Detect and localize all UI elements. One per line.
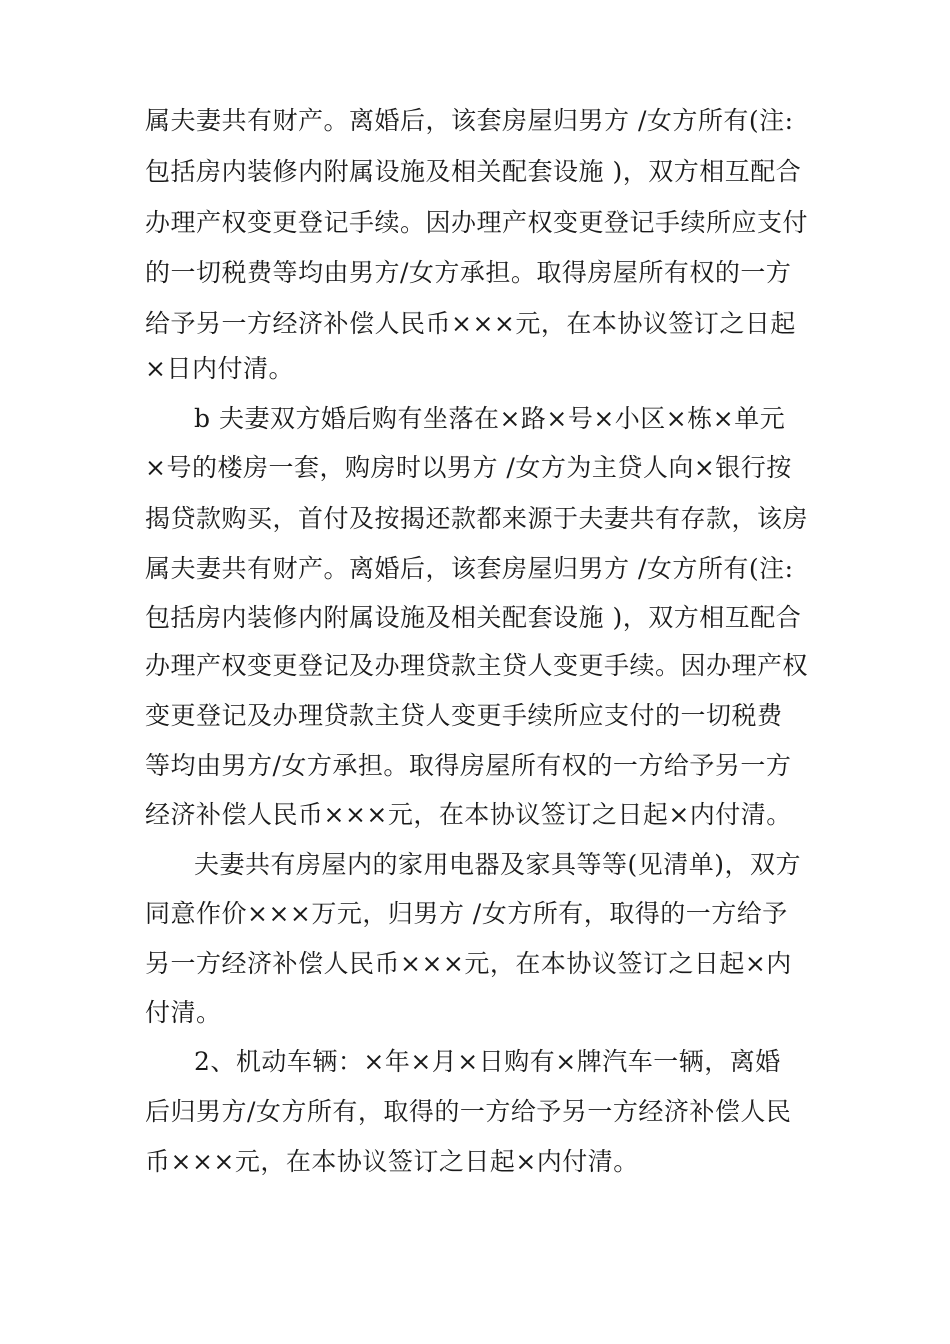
text-line: 付清。 bbox=[145, 998, 222, 1027]
text-line: 另一方经济补偿人民币×××元，在本协议签订之日起×内 bbox=[145, 949, 792, 978]
text-line: ×号的楼房一套，购房时以男方 /女方为主贷人向×银行按 bbox=[145, 453, 792, 482]
text-line: ×日内付清。 bbox=[145, 354, 294, 383]
text-line: 等均由男方/女方承担。取得房屋所有权的一方给予另一方 bbox=[145, 751, 792, 780]
text-line: 的一切税费等均由男方/女方承担。取得房屋所有权的一方 bbox=[145, 258, 792, 287]
text-line: 给予另一方经济补偿人民币×××元，在本协议签订之日起 bbox=[145, 309, 796, 338]
text-line: 后归男方/女方所有，取得的一方给予另一方经济补偿人民 bbox=[145, 1097, 792, 1126]
text-line: 包括房内装修内附属设施及相关配套设施 )，双方相互配合 bbox=[145, 157, 802, 186]
text-line: 包括房内装修内附属设施及相关配套设施 )，双方相互配合 bbox=[145, 603, 802, 632]
text-line: 经济补偿人民币×××元，在本协议签订之日起×内付清。 bbox=[145, 800, 792, 829]
text-line: 办理产权变更登记及办理贷款主贷人变更手续。因办理产权 bbox=[145, 651, 809, 680]
text-line: 属夫妻共有财产。离婚后，该套房屋归男方 /女方所有(注: bbox=[145, 106, 794, 135]
paragraph-start-line: 2、机动车辆：×年×月×日购有×牌汽车一辆，离婚 bbox=[194, 1047, 781, 1076]
text-line: 属夫妻共有财产。离婚后，该套房屋归男方 /女方所有(注: bbox=[145, 554, 794, 583]
text-line: 币×××元，在本协议签订之日起×内付清。 bbox=[145, 1147, 639, 1176]
text-line: 变更登记及办理贷款主贷人变更手续所应支付的一切税费 bbox=[145, 701, 783, 730]
paragraph-start-line: 夫妻共有房屋内的家用电器及家具等等(见清单)，双方 bbox=[194, 850, 802, 879]
paragraph-start-line: b 夫妻双方婚后购有坐落在×路×号×小区×栋×单元 bbox=[194, 404, 786, 433]
text-line: 同意作价×××万元，归男方 /女方所有，取得的一方给予 bbox=[145, 899, 788, 928]
text-line: 揭贷款购买，首付及按揭还款都来源于夫妻共有存款，该房 bbox=[145, 504, 809, 533]
text-line: 办理产权变更登记手续。因办理产权变更登记手续所应支付 bbox=[145, 208, 809, 237]
